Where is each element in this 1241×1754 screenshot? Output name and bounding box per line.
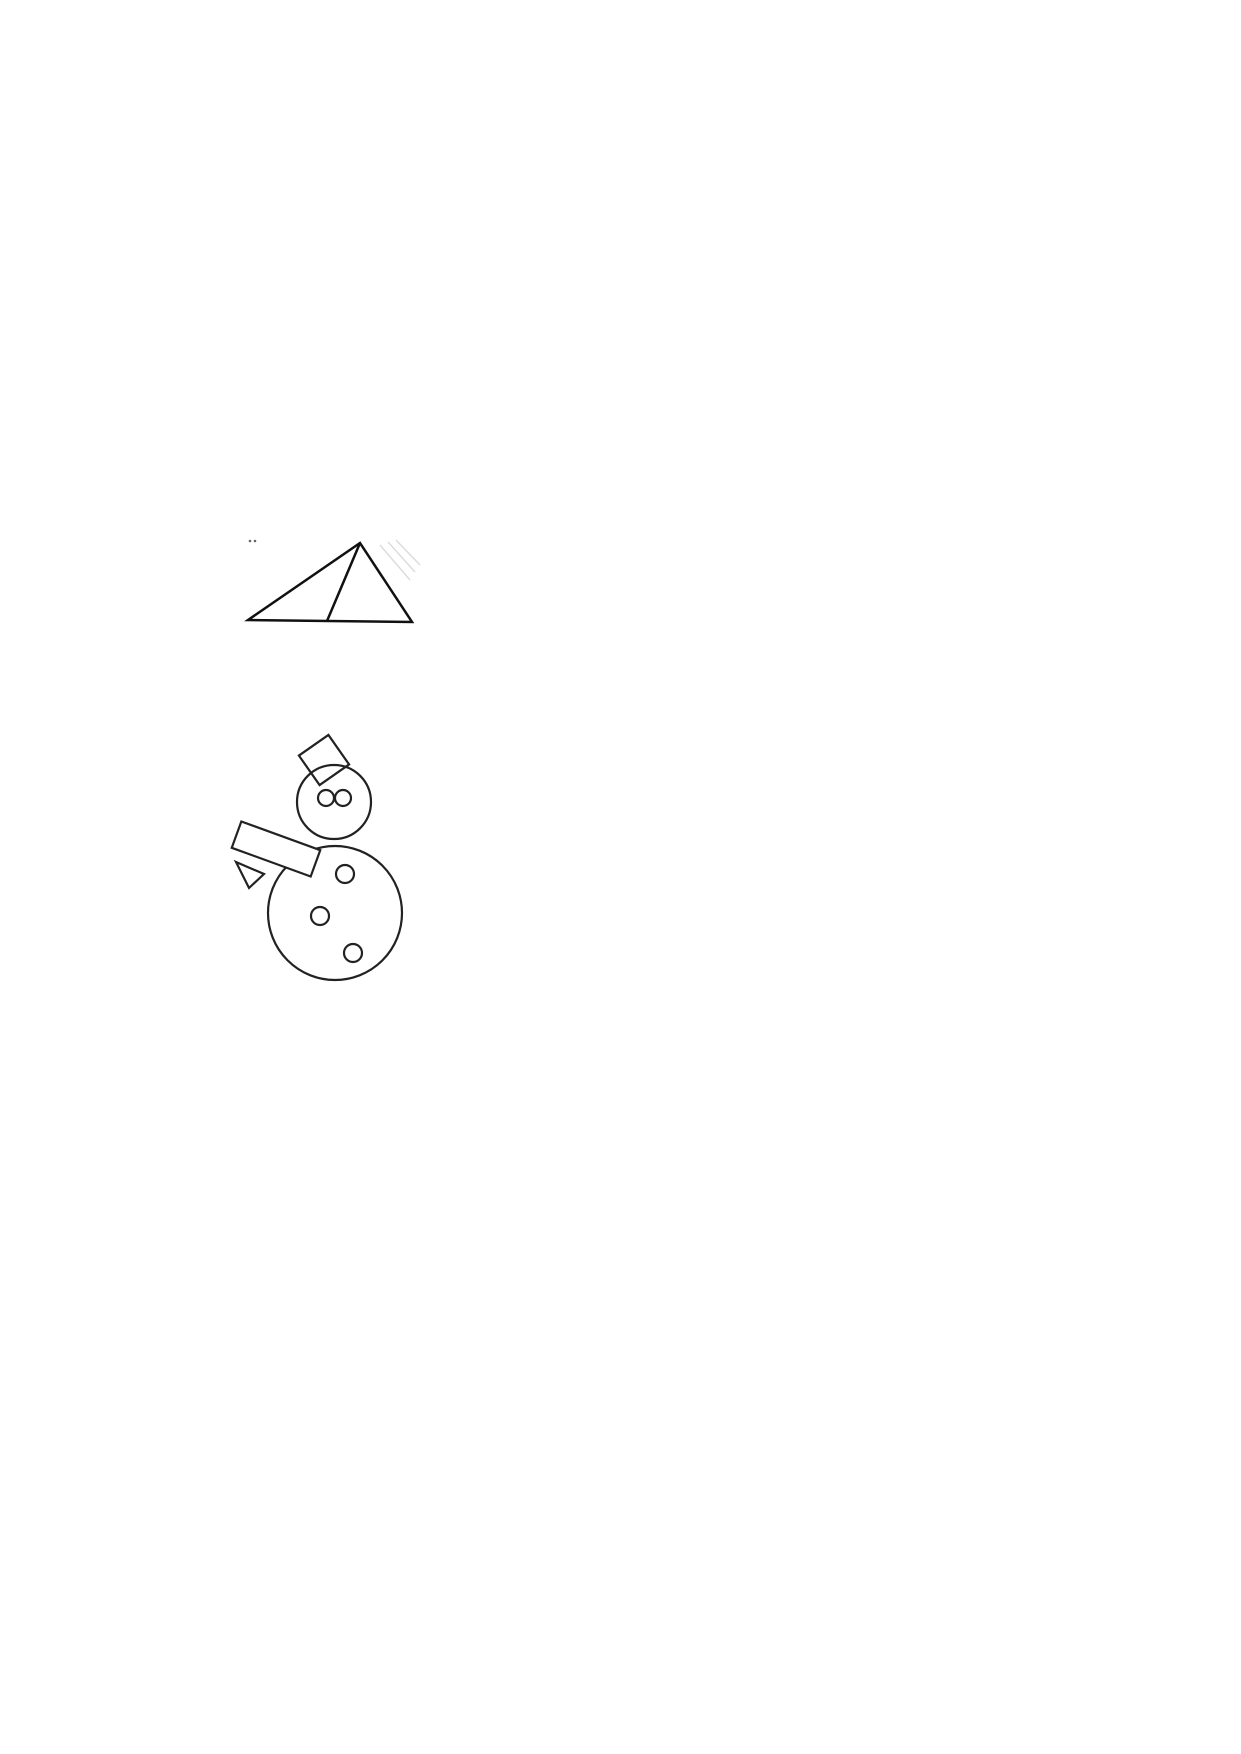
button-circle-shape: [336, 865, 354, 883]
button-circle-shape: [311, 907, 329, 925]
button-circle-shape: [344, 944, 362, 962]
eye-circle-shape: [318, 790, 334, 806]
eye-circle-shape: [335, 790, 351, 806]
arm-triangle-shape: [236, 862, 264, 888]
